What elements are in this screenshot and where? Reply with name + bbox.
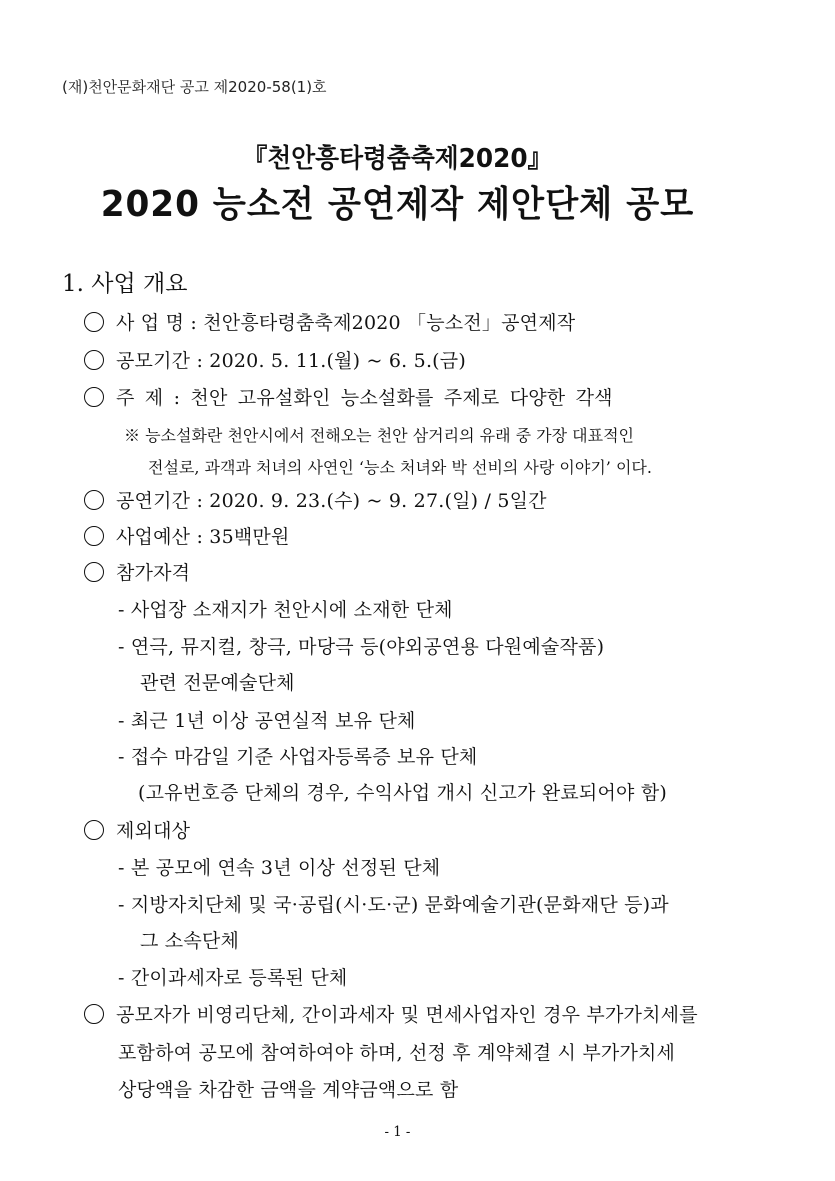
section-heading: 1. 사업 개요 bbox=[62, 271, 188, 297]
item-text: 사업예산 : 35백만원 bbox=[116, 526, 290, 548]
exclusion-item-3: - 간이과세자로 등록된 단체 bbox=[118, 967, 348, 989]
list-item-theme bbox=[84, 383, 613, 410]
eligibility-item-2: - 연극, 뮤지컬, 창극, 마당극 등(야외공연용 다원예술작품) bbox=[118, 636, 605, 658]
list-item-budget bbox=[84, 522, 290, 549]
item-text: 공모기간 : 2020. 5. 11.(월) ~ 6. 5.(금) bbox=[116, 350, 466, 372]
item-text: 제외대상 bbox=[116, 820, 191, 842]
notice-number: (재)천안문화재단 공고 제2020-58(1)호 bbox=[62, 78, 327, 96]
item-text: 사 업 명 : 천안흥타령춤축제2020 「능소전」공연제작 bbox=[116, 312, 576, 334]
item-text: 주 제 : 천안 고유설화인 능소설화를 주제로 다양한 각색 bbox=[116, 387, 613, 409]
item-text: 참가자격 bbox=[116, 562, 191, 584]
vat-line-2: 포함하여 공모에 참여하여야 하며, 선정 후 계약체결 시 부가가치세 bbox=[118, 1042, 676, 1064]
list-item-exclusion bbox=[84, 816, 190, 843]
list-item-project-name bbox=[84, 308, 575, 335]
list-item-eligibility bbox=[84, 558, 190, 585]
festival-subtitle: 『천안흥타령춤축제2020』 bbox=[242, 144, 553, 174]
exclusion-item-2: - 지방자치단체 및 국·공립(시·도·군) 문화예술기관(문화재단 등)과 bbox=[118, 894, 669, 916]
exclusion-item-1: - 본 공모에 연속 3년 이상 선정된 단체 bbox=[118, 857, 441, 879]
circle-bullet-icon bbox=[84, 350, 104, 370]
circle-bullet-icon bbox=[84, 490, 104, 510]
exclusion-item-2-cont: 그 소속단체 bbox=[140, 930, 240, 952]
circle-bullet-icon bbox=[84, 387, 104, 407]
page-number: - 1 - bbox=[384, 1124, 411, 1140]
circle-bullet-icon bbox=[84, 820, 104, 840]
circle-bullet-icon bbox=[84, 526, 104, 546]
page-title: 2020 능소전 공연제작 제안단체 공모 bbox=[100, 184, 695, 225]
eligibility-item-1: - 사업장 소재지가 천안시에 소재한 단체 bbox=[118, 599, 453, 621]
circle-bullet-icon bbox=[84, 1004, 104, 1024]
item-text: 공연기간 : 2020. 9. 23.(수) ~ 9. 27.(일) / 5일간 bbox=[116, 490, 547, 512]
theme-note-line2: 전설로, 과객과 처녀의 사연인 ‘능소 처녀와 박 선비의 사랑 이야기’ 이다. bbox=[148, 458, 652, 477]
eligibility-item-2-cont: 관련 전문예술단체 bbox=[140, 672, 295, 694]
theme-note-line1: ※ 능소설화란 천안시에서 전해오는 천안 삼거리의 유래 중 가장 대표적인 bbox=[124, 426, 634, 445]
list-item-period bbox=[84, 346, 466, 373]
circle-bullet-icon bbox=[84, 562, 104, 582]
list-item-vat bbox=[84, 1000, 698, 1027]
vat-line-3: 상당액을 차감한 금액을 계약금액으로 함 bbox=[118, 1079, 459, 1101]
eligibility-item-3: - 최근 1년 이상 공연실적 보유 단체 bbox=[118, 710, 416, 732]
eligibility-item-4-cont: (고유번호증 단체의 경우, 수익사업 개시 신고가 완료되어야 함) bbox=[138, 782, 667, 804]
item-text: 공모자가 비영리단체, 간이과세자 및 면세사업자인 경우 부가가치세를 bbox=[116, 1004, 698, 1026]
eligibility-item-4: - 접수 마감일 기준 사업자등록증 보유 단체 bbox=[118, 746, 478, 768]
circle-bullet-icon bbox=[84, 312, 104, 332]
list-item-perf-period bbox=[84, 486, 547, 513]
